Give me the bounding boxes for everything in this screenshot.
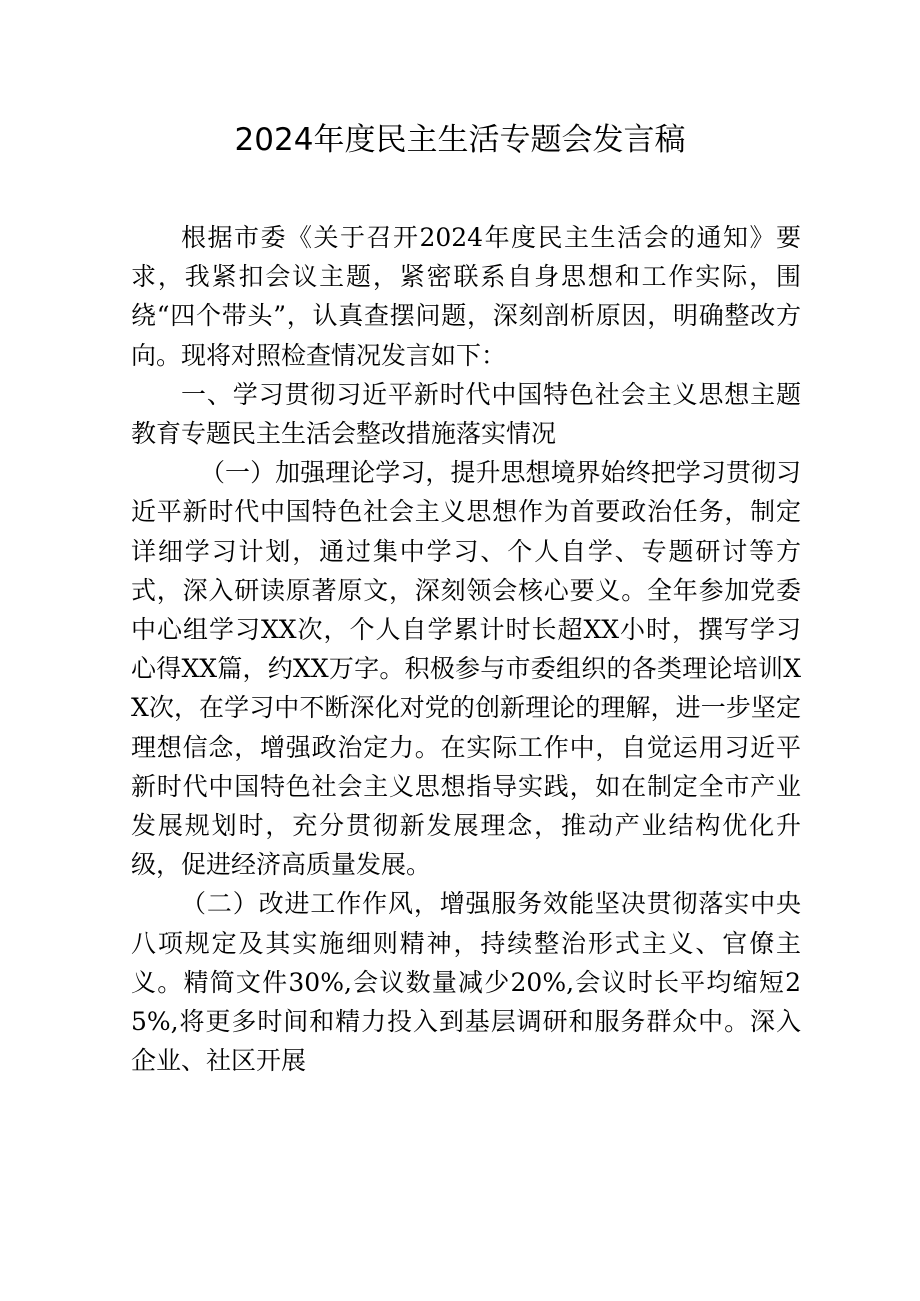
intro-paragraph: 根据市委《关于召开2024年度民主生活会的通知》要求，我紧扣会议主题，紧密联系自身思想和工作实际，围绕“四个带头”，认真查摆问题，深刻剖析原因，明确整改方向。现将对照检查情况发言如下： xyxy=(131,223,801,370)
subsection-paragraph-2: （二）改进工作作风，增强服务效能坚决贯彻落实中央八项规定及其实施细则精神，持续整治形式主义、官僚主义。精简文件30%,会议数量减少20%,会议时长平均缩短25%,将更多时间和精力投入到基层调研和服务群众中。深入企业、社区开展 xyxy=(131,889,801,1076)
section-heading-1: 一、学习贯彻习近平新时代中国特色社会主义思想主题教育专题民主生活会整改措施落实情况 xyxy=(131,379,801,449)
document-body xyxy=(131,218,801,1080)
subsection-paragraph-1: （一）加强理论学习，提升思想境界始终把学习贯彻习近平新时代中国特色社会主义思想作为首要政治任务，制定详细学习计划，通过集中学习、个人自学、专题研讨等方式，深入研读原著原文，深刻领会核心要义。全年参加党委中心组学习XX次，个人自学累计时长超XX小时，撰写学习心得XX篇，约XX万字。积极参与市委组织的各类理论培训XX次，在学习中不断深化对党的创新理论的理解，进一步坚定理想信念，增强政治定力。在实际工作中，自觉运用习近平新时代中国特色社会主义思想指导实践，如在制定全市产业发展规划时，充分贯彻新发展理念，推动产业结构优化升级，促进经济高质量发展。 xyxy=(131,458,801,880)
document-title: 2024年度民主生活专题会发言稿 xyxy=(234,122,686,158)
